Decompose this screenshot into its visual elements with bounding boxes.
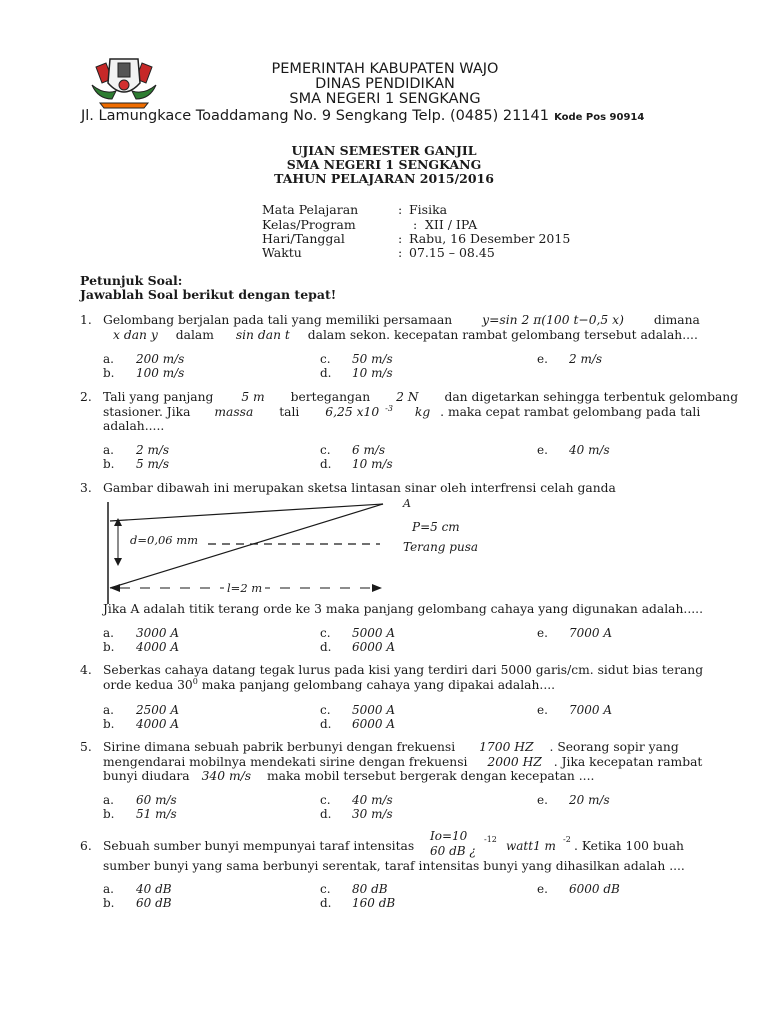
q1-text-line-2 [103, 328, 698, 344]
q5-number: 5. [80, 740, 92, 754]
q4-letter-c: c. [320, 703, 331, 717]
q3-ray-top [110, 504, 383, 521]
q4-option-c[interactable]: 5000 A [352, 703, 396, 717]
q6-option-e[interactable]: 6000 dB [569, 882, 620, 896]
q2-letter-b: b. [103, 457, 115, 471]
q6-letter-d: d. [320, 896, 332, 910]
q5-option-c[interactable]: 40 m/s [352, 793, 393, 807]
q4-option-a[interactable]: 2500 A [136, 703, 180, 717]
q6-frac-top: Io=10 [430, 829, 468, 843]
day-label: Hari/Tanggal [262, 231, 345, 246]
q3-after-text: Jika A adalah titik terang orde ke 3 maka panjang gelombang cahaya yang digunakan adalah..... [103, 602, 703, 616]
q5-letter-a: a. [103, 793, 114, 807]
q1-option-a[interactable]: 200 m/s [136, 352, 185, 366]
q2-number: 2. [80, 390, 92, 404]
q6-letter-c: c. [320, 882, 331, 896]
q4-number: 4. [80, 663, 92, 677]
subject-colon: : [398, 202, 403, 217]
header-address: Jl. Lamungkace Toaddamang No. 9 Sengkang Telp. (0485) 21141 [81, 108, 549, 124]
q6-option-c[interactable]: 80 dB [352, 882, 388, 896]
q6-exp-2: -2 [563, 835, 571, 844]
q5-text-a: Sirine dimana sebuah pabrik berbunyi dengan frekuensi [103, 740, 456, 754]
q4-option-e[interactable]: 7000 A [569, 703, 613, 717]
q4-letter-b: b. [103, 717, 115, 731]
q2-option-b[interactable]: 5 m/s [136, 457, 170, 471]
q3-letter-d: d. [320, 640, 332, 654]
q4-text-line-2 [103, 678, 555, 694]
time-label: Waktu [262, 245, 302, 260]
q1-option-d[interactable]: 10 m/s [352, 366, 393, 380]
class-value: XII / IPA [425, 217, 478, 232]
q5-letter-b: b. [103, 807, 115, 821]
q6-number: 6. [80, 839, 92, 853]
subject-value: Fisika [409, 202, 448, 217]
q3-fig-label-terang: Terang pusa [403, 540, 479, 554]
q5-text-c: . Seorang sopir yang [549, 740, 679, 754]
q6-letter-e: e. [537, 882, 548, 896]
q3-fig-label-l: l=2 m [224, 581, 265, 595]
instructions-heading: Petunjuk Soal: [80, 273, 183, 288]
q3-option-d[interactable]: 6000 A [352, 640, 396, 654]
q2-mass-word: massa [214, 405, 254, 419]
instructions-text: Jawablah Soal berikut dengan tepat! [80, 287, 337, 302]
q1-equation: y=sin 2 π(100 t−0,5 x) [482, 313, 624, 327]
q3-fig-label-d: d=0,06 mm [130, 533, 199, 547]
q6-letter-a: a. [103, 882, 114, 896]
class-colon: : [413, 217, 418, 232]
header-line-3: SMA NEGERI 1 SENGKANG [289, 91, 481, 107]
q6-text-d: sumber bunyi yang sama berbunyi serentak, taraf intensitas bunyi yang dihasilkan adalah .... [103, 859, 685, 873]
q6-option-a[interactable]: 40 dB [136, 882, 172, 896]
q1-text-b: dimana [653, 313, 700, 327]
q6-option-d[interactable]: 160 dB [352, 896, 396, 910]
q5-letter-e: e. [537, 793, 548, 807]
q5-text-i: maka mobil tersebut bergerak dengan kecepatan .... [266, 769, 595, 783]
q3-letter-b: b. [103, 640, 115, 654]
header-address-line [81, 105, 644, 124]
q2-letter-d: d. [320, 457, 332, 471]
q3-fig-label-a: A [403, 497, 411, 510]
q2-text-c: bertegangan [290, 390, 371, 404]
q2-letter-c: c. [320, 443, 331, 457]
q1-letter-a: a. [103, 352, 114, 366]
header-line-1: PEMERINTAH KABUPATEN WAJO [271, 61, 499, 77]
q2-mass-exp: -3 [385, 403, 393, 413]
q3-option-a[interactable]: 3000 A [136, 626, 180, 640]
q3-letter-c: c. [320, 626, 331, 640]
q1-text-a: Gelombang berjalan pada tali yang memiliki persamaan [103, 313, 453, 327]
time-colon: : [398, 245, 403, 260]
class-label: Kelas/Program [262, 217, 356, 232]
q3-fig-label-p: P=5 cm [412, 520, 460, 534]
q5-option-e[interactable]: 20 m/s [569, 793, 610, 807]
q5-text-line-1 [103, 740, 679, 756]
q2-text-f: stasioner. Jika [103, 405, 191, 419]
q2-text-line-2 [103, 405, 700, 421]
q1-letter-d: d. [320, 366, 332, 380]
q1-text-f: dalam sekon. kecepatan rambat gelombang tersebut adalah.... [307, 328, 698, 342]
q2-mass-unit: kg [414, 405, 431, 419]
q2-option-a[interactable]: 2 m/s [136, 443, 170, 457]
q2-text-line-1 [103, 390, 738, 406]
q5-letter-c: c. [320, 793, 331, 807]
q3-text: Gambar dibawah ini merupakan sketsa lintasan sinar oleh interfrensi celah ganda [103, 481, 616, 495]
q1-option-b[interactable]: 100 m/s [136, 366, 185, 380]
q2-text-a: Tali yang panjang [103, 390, 214, 404]
q2-option-e[interactable]: 40 m/s [569, 443, 610, 457]
q5-option-d[interactable]: 30 m/s [352, 807, 393, 821]
q2-mass-base: 6,25 x10 [325, 405, 380, 419]
q6-text-c: . Ketika 100 buah [574, 839, 684, 853]
q5-option-b[interactable]: 51 m/s [136, 807, 177, 821]
q1-option-c[interactable]: 50 m/s [352, 352, 393, 366]
q1-vars-xy: x dan y [113, 328, 158, 342]
q3-option-b[interactable]: 4000 A [136, 640, 180, 654]
q2-text-e: dan digetarkan sehingga terbentuk gelombang [444, 390, 739, 404]
q6-letter-b: b. [103, 896, 115, 910]
q4-letter-a: a. [103, 703, 114, 717]
q3-option-e[interactable]: 7000 A [569, 626, 613, 640]
q6-text-a: Sebuah sumber bunyi mempunyai taraf intensitas [103, 839, 415, 853]
q2-text-l: adalah..... [103, 419, 165, 433]
q1-vars-t: sin dan t [235, 328, 290, 342]
q5-text-f: . Jika kecepatan rambat [553, 755, 703, 769]
q3-letter-e: e. [537, 626, 548, 640]
q3-number: 3. [80, 481, 92, 495]
q4-text-line-1: Seberkas cahaya datang tegak lurus pada kisi yang terdiri dari 5000 garis/cm. sidut bias terang [103, 663, 704, 677]
q5-text-line-3 [103, 769, 594, 785]
q2-option-d[interactable]: 10 m/s [352, 457, 393, 471]
q6-option-b[interactable]: 60 dB [136, 896, 172, 910]
q2-text-h: tali [279, 405, 300, 419]
q5-freq-heard: 2000 HZ [487, 755, 542, 769]
q3-letter-a: a. [103, 626, 114, 640]
q4-letter-d: d. [320, 717, 332, 731]
subject-label: Mata Pelajaran [262, 202, 359, 217]
q5-letter-d: d. [320, 807, 332, 821]
q2-option-c[interactable]: 6 m/s [352, 443, 386, 457]
q3-option-c[interactable]: 5000 A [352, 626, 396, 640]
q6-unit: watt1 m [506, 839, 556, 853]
q5-text-d: mengendarai mobilnya mendekati sirine dengan frekuensi [103, 755, 468, 769]
q2-tension: 2 N [396, 390, 419, 404]
q5-freq-source: 1700 HZ [479, 740, 534, 754]
q2-mass-value [325, 405, 393, 419]
q6-exp-1: -12 [484, 835, 497, 844]
header-line-2: DINAS PENDIDIKAN [315, 76, 455, 92]
q1-option-e[interactable]: 2 m/s [569, 352, 603, 366]
exam-title-2: SMA NEGERI 1 SENGKANG [286, 157, 482, 172]
q4-text-2b: maka panjang gelombang cahaya yang dipakai adalah.... [197, 678, 556, 692]
q6-frac-bottom: 60 dB ¿ [430, 844, 476, 858]
q2-length: 5 m [241, 390, 265, 404]
q4-option-d[interactable]: 6000 A [352, 717, 396, 731]
day-colon: : [398, 231, 403, 246]
q5-option-a[interactable]: 60 m/s [136, 793, 177, 807]
q1-number: 1. [80, 313, 92, 327]
q5-sound-speed: 340 m/s [201, 769, 252, 783]
q2-text-k: . maka cepat rambat gelombang pada tali [440, 405, 701, 419]
header-postal: Kode Pos 90914 [554, 112, 645, 123]
q2-letter-e: e. [537, 443, 548, 457]
q2-letter-a: a. [103, 443, 114, 457]
q1-letter-e: e. [537, 352, 548, 366]
q4-text-2a: orde kedua 30 [103, 678, 193, 692]
exam-title-3: TAHUN PELAJARAN 2015/2016 [274, 171, 494, 186]
q1-letter-c: c. [320, 352, 331, 366]
exam-title-1: UJIAN SEMESTER GANJIL [291, 143, 477, 158]
q5-text-g: bunyi diudara [103, 769, 190, 783]
q1-text-d: dalam [175, 328, 214, 342]
day-value: Rabu, 16 Desember 2015 [409, 231, 571, 246]
q4-letter-e: e. [537, 703, 548, 717]
q1-letter-b: b. [103, 366, 115, 380]
q4-degree: 0 [192, 676, 198, 686]
q4-option-b[interactable]: 4000 A [136, 717, 180, 731]
q1-text-line-1 [103, 313, 700, 329]
time-value: 07.15 – 08.45 [409, 245, 495, 260]
